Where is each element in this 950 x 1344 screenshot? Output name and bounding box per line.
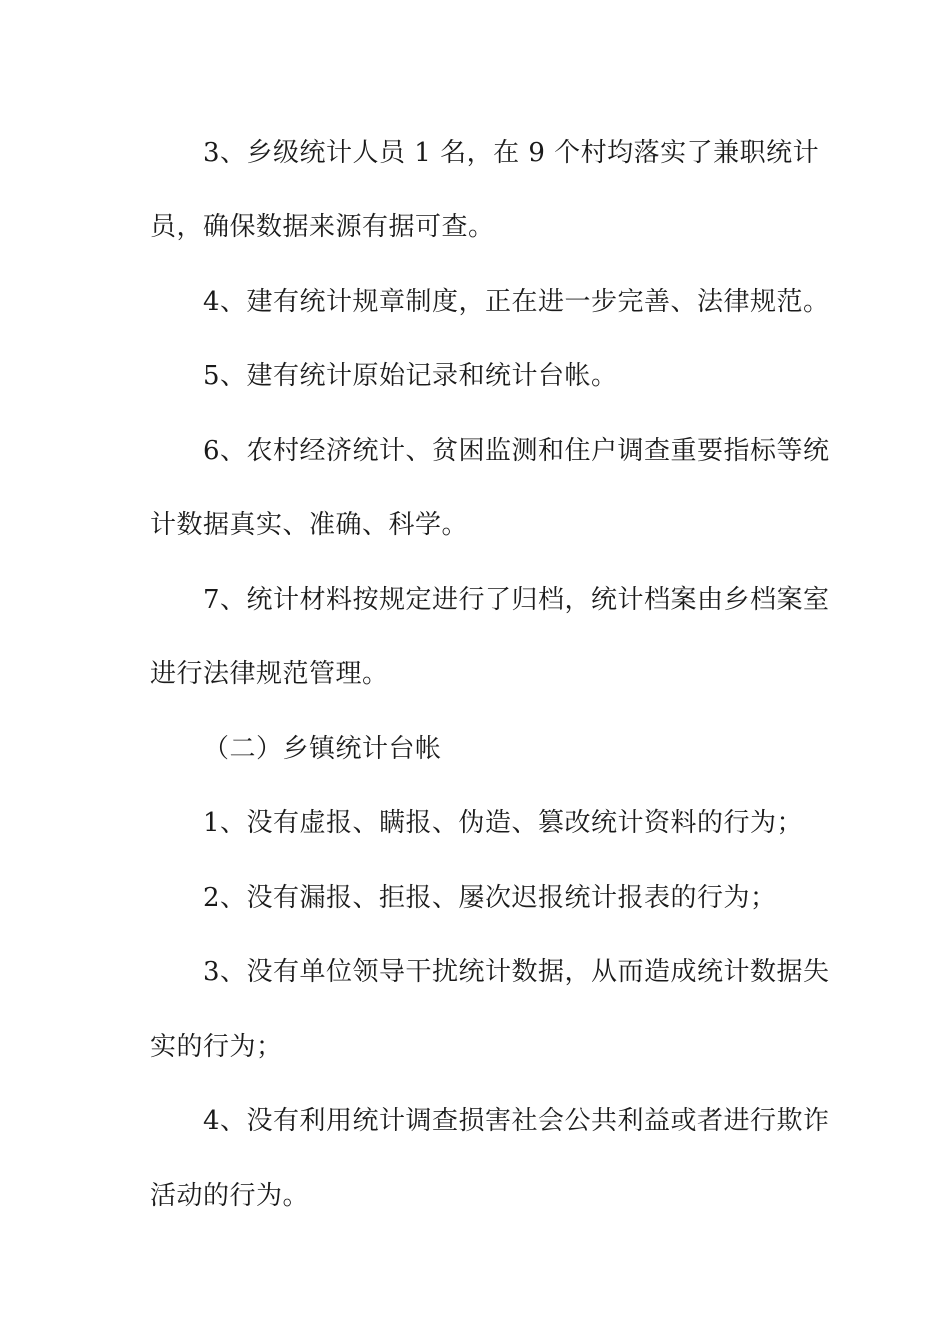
paragraph-line-item-7-end: 进行法律规范管理。 (150, 659, 389, 689)
section-heading: （二）乡镇统计台帐 (203, 734, 442, 764)
paragraph-line-item-3b-start: 3、没有单位领导干扰统计数据，从而造成统计数据失 (203, 957, 830, 987)
paragraph-line-item-6-start: 6、农村经济统计、贫困监测和住户调查重要指标等统 (203, 436, 830, 466)
paragraph-line-item-3b-end: 实的行为； (150, 1032, 283, 1062)
paragraph-line-item-3-start: 3、乡级统计人员 1 名，在 9 个村均落实了兼职统计 (203, 138, 820, 168)
paragraph-line-item-4: 4、建有统计规章制度，正在进一步完善、法律规范。 (203, 287, 830, 317)
paragraph-line-item-6-end: 计数据真实、准确、科学。 (150, 510, 469, 540)
paragraph-line-item-4b-end: 活动的行为。 (150, 1181, 310, 1211)
paragraph-line-item-5: 5、建有统计原始记录和统计台帐。 (203, 361, 618, 391)
paragraph-line-item-2: 2、没有漏报、拒报、屡次迟报统计报表的行为； (203, 883, 777, 913)
paragraph-line-item-3-end: 员，确保数据来源有据可查。 (150, 212, 495, 242)
paragraph-line-item-7-start: 7、统计材料按规定进行了归档，统计档案由乡档案室 (203, 585, 830, 615)
paragraph-line-item-1: 1、没有虚报、瞒报、伪造、篡改统计资料的行为； (203, 808, 804, 838)
paragraph-line-item-4b-start: 4、没有利用统计调查损害社会公共利益或者进行欺诈 (203, 1106, 830, 1136)
